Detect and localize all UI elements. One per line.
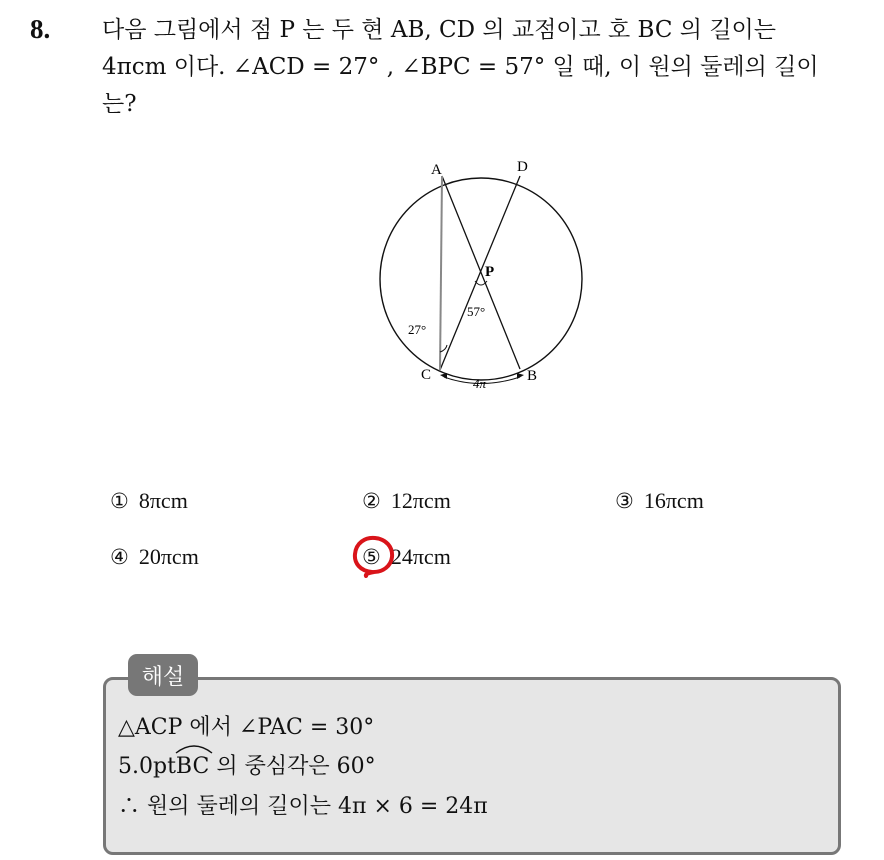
label-angle-27: 27°	[408, 322, 427, 337]
circle-outline	[380, 178, 582, 380]
question-number: 8.	[30, 14, 51, 44]
label-b: B	[527, 368, 538, 384]
choice-2-mark: ②	[362, 489, 381, 513]
label-p: P	[485, 264, 495, 280]
choice-1-text: 8πcm	[138, 488, 188, 513]
choice-4-text: 20πcm	[138, 544, 199, 569]
choice-4-mark: ④	[110, 545, 129, 569]
question-line-1: 다음 그림에서 점 P 는 두 현 AB, CD 의 교점이고 호 BC 의 길이는	[102, 17, 776, 43]
explanation-title: 해설	[128, 654, 198, 696]
answer-circle-stroke	[355, 538, 392, 576]
choice-5-mark: ⑤	[362, 545, 381, 569]
choice-5-text: 24πcm	[390, 544, 451, 569]
label-d: D	[517, 159, 528, 175]
choice-2-text: 12πcm	[390, 488, 451, 513]
circle-figure	[370, 152, 600, 402]
arc-arrow-left	[440, 373, 447, 379]
choice-3-mark: ③	[615, 489, 634, 513]
choice-3-text: 16πcm	[643, 488, 704, 513]
choice-1-mark: ①	[110, 489, 129, 513]
choice-3[interactable]	[615, 486, 704, 516]
arc-bc-label: BC	[175, 754, 210, 779]
segment-ac	[440, 176, 442, 370]
label-a: A	[431, 162, 442, 178]
label-angle-57: 57°	[467, 304, 486, 319]
answer-circle-mark	[352, 534, 396, 578]
label-arc-4pi: 4π	[473, 376, 487, 391]
arc-bc-notation	[176, 751, 209, 783]
question-line-2: 4πcm 이다. ∠ACD = 27° , ∠BPC = 57° 일 때, 이 원의 둘레의 길이	[102, 54, 819, 80]
explanation-line-3: ∴ 원의 둘레의 길이는 4π × 6 = 24π	[118, 794, 488, 819]
explanation-line-2-prefix: 5.0pt	[118, 754, 176, 779]
label-c: C	[421, 367, 432, 383]
question-text	[102, 12, 862, 123]
explanation-line-2-suffix: 의 중심각은 60°	[209, 754, 376, 779]
arc-overline	[174, 742, 214, 754]
explanation-line-2	[118, 751, 376, 783]
choice-4[interactable]	[110, 542, 199, 572]
arc-arrow-right	[517, 373, 524, 379]
explanation-line-1: △ACP 에서 ∠PAC = 30°	[118, 715, 375, 740]
choice-2[interactable]	[362, 486, 451, 516]
question-line-3: 는?	[102, 91, 137, 117]
choice-1[interactable]	[110, 486, 188, 516]
